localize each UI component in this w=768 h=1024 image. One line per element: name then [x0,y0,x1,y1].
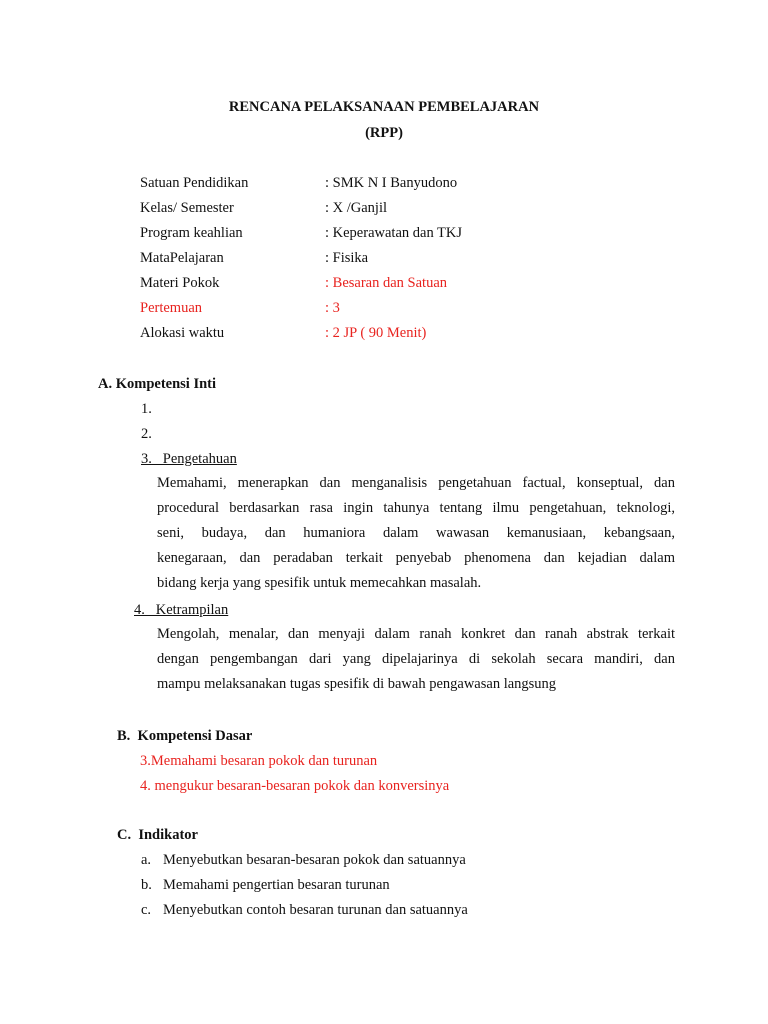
identity-label-program: Program keahlian [140,225,243,241]
paragraph-line: bidang kerja yang spesifik untuk memecahkan masalah. [157,575,482,591]
identity-label-satuan: Satuan Pendidikan [140,175,249,191]
identity-value-alokasi: : 2 JP ( 90 Menit) [325,325,427,341]
ki-item-1: 1. [141,401,152,417]
identity-value-materi: : Besaran dan Satuan [325,275,448,291]
section-b-heading: B. Kompetensi Dasar [117,728,253,744]
section-c-heading: C. Indikator [117,827,198,843]
paragraph-line: Mengolah, menalar, dan menyaji dalam ranah konkret dan ranah abstrak terkait [157,626,675,642]
identity-value-program: : Keperawatan dan TKJ [325,225,463,241]
identity-label-materi: Materi Pokok [140,275,220,291]
identity-value-satuan: : SMK N I Banyudono [325,175,458,191]
identity-label-mapel: MataPelajaran [140,250,224,266]
identity-label-kelas: Kelas/ Semester [140,200,234,216]
indikator-text-c: Menyebutkan contoh besaran turunan dan satuannya [163,902,468,918]
indikator-letter-a: a. [141,852,152,868]
indikator-letter-b: b. [141,877,152,893]
ki-ketrampilan-paragraph [157,622,675,697]
paragraph-line: dengan pengembangan dari yang dipelajarinya di sekolah secara mandiri, dan [157,651,675,667]
kd-item-3: 3.Memahami besaran pokok dan turunan [140,753,378,769]
indikator-letter-c: c. [141,902,152,918]
identity-value-pertemuan: : 3 [325,300,340,316]
document-title: RENCANA PELAKSANAAN PEMBELAJARAN [228,99,540,115]
indikator-text-a: Menyebutkan besaran-besaran pokok dan satuannya [163,852,466,868]
ki-item-2: 2. [141,426,152,442]
paragraph-line: procedural berdasarkan rasa ingin tahunya tentang ilmu pengetahuan, teknologi, [157,500,675,516]
paragraph-line: Memahami, menerapkan dan menganalisis pengetahuan factual, konseptual, dan [157,475,675,491]
kd-item-4: 4. mengukur besaran-besaran pokok dan konversinya [140,778,450,794]
identity-value-kelas: : X /Ganjil [325,200,388,216]
indikator-text-b: Memahami pengertian besaran turunan [163,877,390,893]
identity-label-pertemuan: Pertemuan [140,300,203,316]
section-a-heading: A. Kompetensi Inti [98,376,217,392]
ki-item-ketrampilan-heading: 4. Ketrampilan [134,602,229,618]
paragraph-line: seni, budaya, dan humaniora dalam wawasan kemanusiaan, kebangsaan, [157,525,675,541]
paragraph-line: kenegaraan, dan peradaban terkait penyebab phenomena dan kejadian dalam [157,550,675,566]
paragraph-line: mampu melaksanakan tugas spesifik di bawah pengawasan langsung [157,676,557,692]
identity-value-mapel: : Fisika [325,250,369,266]
ki-item-pengetahuan-heading: 3. Pengetahuan [141,451,237,467]
identity-label-alokasi: Alokasi waktu [140,325,225,341]
ki-pengetahuan-paragraph [157,471,675,596]
document-subtitle: (RPP) [365,125,403,141]
